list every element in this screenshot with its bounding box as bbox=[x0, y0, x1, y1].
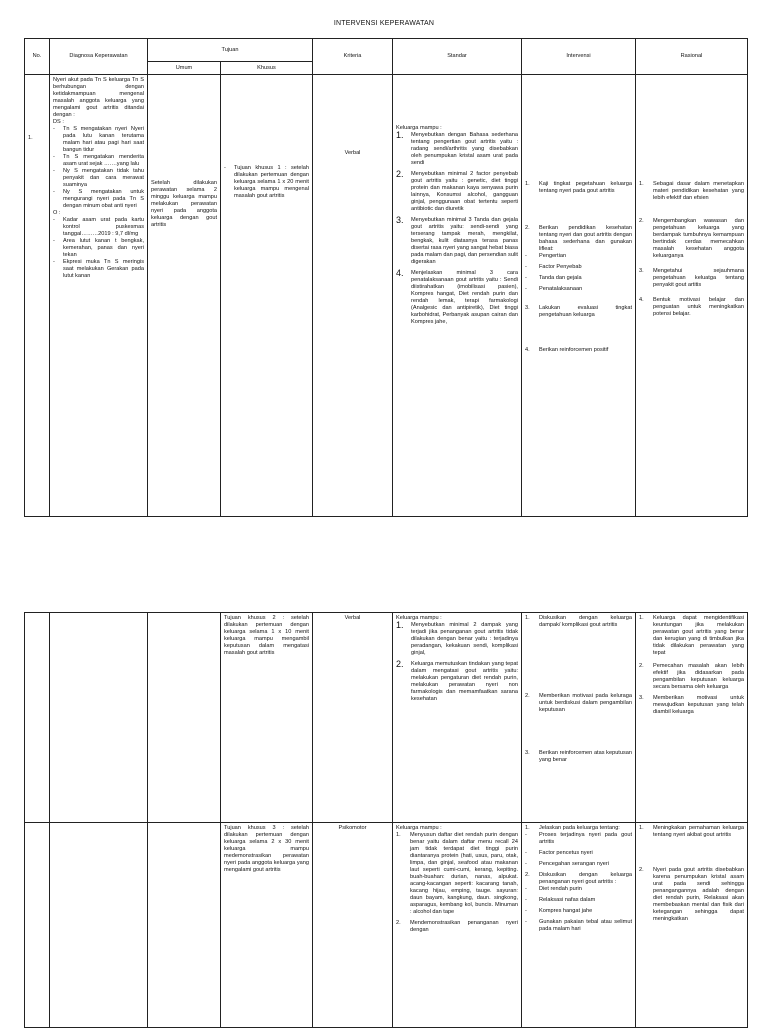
list-item: 1. Menyebutkan dengan Bahasa sederhana tentang pengertian gout artritis yaitu : radang sendi/arthritis yang disebabkan oleh penumpukan kristal asam urat pada sendi bbox=[396, 129, 518, 166]
list-item: 1. Kaji tingkat pegetahuan keluarga tentang nyeri pada gout artritis bbox=[525, 181, 632, 194]
cell-umum bbox=[148, 613, 221, 823]
cell-intervensi bbox=[522, 75, 636, 517]
intervensi-list bbox=[525, 181, 632, 354]
cell-diagnosa bbox=[50, 613, 148, 823]
list-item: - Ekpresi muka Tn S meringis saat melakukan Gerakan pada lutut kanan bbox=[53, 259, 144, 280]
page-title: INTERVENSI KEPERAWATAN bbox=[333, 20, 435, 27]
khusus-list bbox=[224, 165, 309, 200]
cell-kriteria bbox=[313, 75, 393, 517]
list-item: - Ny S mengatakan untuk mengurangi nyeri pada Tn S dengan minum obat anti nyeri bbox=[53, 189, 144, 210]
ds-label: DS : bbox=[53, 118, 64, 125]
do-label: O : bbox=[53, 209, 61, 216]
cell-intervensi bbox=[522, 613, 636, 823]
cell-umum bbox=[148, 823, 221, 1028]
list-item: - Ny S mengatakan tidak tahu penyakit dan cara merawat suaminya bbox=[53, 168, 144, 189]
do-list bbox=[53, 217, 144, 280]
table-row bbox=[25, 613, 748, 823]
cell-rasional bbox=[636, 823, 748, 1028]
tujuan-khusus-3: Tujuan khusus 3 : setelah dilakukan pertemuan dengan keluarga selama 2 x 30 menit keluarga mampu medemonstrasikan perawatan nyeri pada anggota keluarga yang mengalami gout artritis bbox=[224, 825, 309, 873]
rasional-list bbox=[639, 615, 744, 716]
tujuan-khusus-2: Tujuan khusus 2 : setelah dilakukan pertemuan dengan keluarga selama 1 x 10 menit keluarga mampu mengambil keputusan dalam mengatasi masalah gout artritis bbox=[224, 615, 309, 656]
kriteria-value: Verbal bbox=[344, 615, 361, 621]
list-item: 2. Mengembangkan wawasan dan pengetahuan keluarga yang berdampak tumbuhnya kemampuan bertindak cerdas memecahkan masalah kesehatan anggota keluarganya bbox=[639, 217, 744, 259]
list-item: 3. Lakukan evaluasi tingkat pengetahuan keluarga bbox=[525, 304, 632, 318]
list-item: 4. Menjelaskan minimal 3 cara penatalaksanaan gout artritis yaitu : Sendi diistirahatkan (imobilisasi pasien), Kompres hangat, Diet rendah purin dan rendah lemak, terapi farmakologi (Analgesic dan antipiretik), Diet tinggi karbohidrat, Perbanyak asupan cairan dan Kompres jahe, bbox=[396, 267, 518, 325]
rasional-list bbox=[639, 181, 744, 318]
list-item: 2. Menyebutkan minimal 2 factor penyebab gout artritis yaitu : genetic, diet tinggi protein dan makanan kaya senyawa purin lainnya, Konsumsi alcohol, gangguan ginjal, penggunaan obat tertentu seperti antibiotic dan diuretik bbox=[396, 168, 518, 212]
standar-intro: Keluarga mampu : bbox=[396, 615, 442, 621]
cell-kriteria bbox=[313, 823, 393, 1028]
list-item: 2. Memberikan motivasi pada keluraga untuk berdiskusi dalam pengambilan keputusan bbox=[525, 692, 632, 713]
intervensi-sublist bbox=[525, 886, 632, 933]
header-khusus: Khusus bbox=[221, 62, 313, 75]
header-tujuan: Tujuan bbox=[148, 39, 313, 62]
header-no: No. bbox=[25, 39, 50, 75]
list-item: - Kompres hangat jahe bbox=[525, 908, 632, 915]
list-item: - Relaksasi nafas dalam bbox=[525, 897, 632, 904]
intervention-table-page2 bbox=[24, 612, 748, 1028]
list-item: - Diet rendah purin bbox=[525, 886, 632, 893]
cell-khusus bbox=[221, 613, 313, 823]
cell-intervensi bbox=[522, 823, 636, 1028]
list-item: - Pengertian bbox=[525, 253, 632, 260]
list-item: - Gunakan pakaian tebal atau selimut pada malam hari bbox=[525, 919, 632, 933]
list-item: - Kadar asam urat pada kartu kontrol puskesmas tanggal………2019 : 9,7 dl/mg bbox=[53, 217, 144, 238]
list-item: - Area lutut kanan t bengkak, kemerahan, panas dan nyeri tekan bbox=[53, 238, 144, 259]
cell-standar bbox=[393, 823, 522, 1028]
intervensi-sublist bbox=[525, 253, 632, 293]
list-item: 3. Menyebutkan minimal 3 Tanda dan gejala gout artritis yaitu: sendi-sendi yang terserang tampak merah, mengkilat, bengkak, kulit diatasnya terasa panas disertai rasa nyeri yang sangat hebat biasa pada malam dan pagi, dan persendian sulit digerakan bbox=[396, 214, 518, 265]
list-item: - Tn S mengatakan nyeri Nyeri pada lutu kanan terutama malam hari atau pagi hari saat bangun tidur bbox=[53, 126, 144, 154]
cell-khusus bbox=[221, 75, 313, 517]
list-item: 4. Bentuk motivasi belajar dan penguatan untuk meningkatkan potensi belajar. bbox=[639, 296, 744, 317]
header-diagnosa: Diagnosa Keperawatan bbox=[50, 39, 148, 75]
kriteria-value: Psikomotor bbox=[338, 825, 367, 831]
cell-standar bbox=[393, 75, 522, 517]
list-item: 1. Menyebutkan minimal 2 dampak yang terjadi jika penanganan gout artritis tidak dilakukan dengan benar yaitu : terjadinya peradangan, kekakuan sendi, komplikasi ginjal, bbox=[396, 619, 518, 656]
list-item: 2. Nyeri pada gout artritis disebabkan karena penumpukan kristal asam urat pada sendi sehingga penangangannya adalah dengan diet rendah purin, Relaksasi akan membebaskan mental dan fisik dari ketegangan sehingga dapat meningkatkan bbox=[639, 866, 744, 922]
diagnosa-intro: Nyeri akut pada Tn S keluarga Tn S berhubungan dengan ketidakmampuan mengenal masalah anggota keluarga yang mengalami gout artritis ditandai dengan : bbox=[53, 77, 144, 118]
list-item: 3. Memberikan motivasi untuk mewujudkan keputusan yang telah diambil keluarga bbox=[639, 694, 744, 715]
standar-intro: Keluarga mampu : bbox=[396, 825, 442, 831]
list-item: 2. Mendemonstrasikan penanganan nyeri dengan bbox=[396, 919, 518, 933]
list-item: - Proses terjadinya nyeri pada gout artritis bbox=[525, 832, 632, 846]
list-item: 1. Menyusun daftar diet rendah purin dengan benar yaitu dalam daftar menu recall 24 jam tidak terdapat diet tinggi purin diantaranya protein (hati, usus, paru, otak, limpa, dan ginjal, seafood atau makanan laut seperti cumi-cumi, kerang, kepiting. buah-buahan: durian, nanas, alpukat. acang-kacangan seperti: kacarang tanah, kacang hijau, emping, tauge. sayuran: daun bayam, kangkung, daun. singkong, asparagus, kembang kol, buncis. Minuman : alcohol dan tape bbox=[396, 831, 518, 915]
list-item: 1. Diskusikan dengan keluarga dampak/ komplikasi gout artritis bbox=[525, 615, 632, 628]
header-rasional: Rasional bbox=[636, 39, 748, 75]
cell-rasional bbox=[636, 613, 748, 823]
list-item: - Pencegahan serangan nyeri bbox=[525, 861, 632, 868]
standar-list bbox=[396, 832, 518, 934]
list-item: 1. Keluarga dapat mengidentifikasi keuntungan jika melakukan perawatan gout artritis yang benar dan kerugian yang di timbulkan jika tidak dilakukan perawatan yang tepat bbox=[639, 615, 744, 656]
list-item: - Tn S mengatakan menderita asam urat sejak …….yang lalu bbox=[53, 154, 144, 168]
tujuan-umum: Setelah dilakukan perawatan selama 2 minggu keluarga mampu melakukan perawatan nyeri pada anggota keluarga dengan gout artritis bbox=[151, 180, 217, 228]
list-item: 1. Meningkakan pemahaman keluarga tentang nyeri akibat gout artritis bbox=[639, 825, 744, 838]
list-item: 2. Berikan pendidikan kesehatan tentang nyeri dan gout artritis dengan bahasa sederhana dan gunakan lifleat: - Pengertian - Factor Penyebab - Tanda dan gejala - Penatalaksanaan bbox=[525, 225, 632, 293]
list-item: 1. Jelaskan pada keluarga tentang: - Proses terjadinya nyeri pada gout artritis - Factor pencetus nyeri - Pencegahan serangan nyeri bbox=[525, 825, 632, 868]
cell-kriteria bbox=[313, 613, 393, 823]
table-row bbox=[25, 75, 748, 517]
list-item: 3. Mengetahui sejauhmana pengetahuan keluatga tentang penyakit gout artitis bbox=[639, 267, 744, 288]
intervensi-list bbox=[525, 615, 632, 764]
standar-intro: Keluarga mampu : bbox=[396, 125, 442, 131]
list-item: - Tanda dan gejala bbox=[525, 275, 632, 282]
tujuan-khusus-1: - Tujuan khusus 1 : setelah dilakukan pertemuan dengan keluarga selama 1 x 20 menit keluarga mampu mengenal masalah gout artritis bbox=[224, 165, 309, 200]
kriteria-value: Verbal bbox=[344, 150, 361, 156]
cell-diagnosa bbox=[50, 823, 148, 1028]
ds-list bbox=[53, 126, 144, 210]
cell-no bbox=[25, 613, 50, 823]
standar-list bbox=[396, 619, 518, 703]
row-number: 1. bbox=[28, 135, 33, 141]
list-item: 4. Berikan reinforcemen positif bbox=[525, 346, 609, 353]
list-item: 3. Berikan reinforcemen atas keputusan yang benar bbox=[525, 749, 632, 763]
intervensi-sublist bbox=[525, 832, 632, 868]
cell-rasional bbox=[636, 75, 748, 517]
list-item: - Factor Penyebab bbox=[525, 264, 632, 271]
list-item: 1. Sebagai dasar dalam menetapkan materi pendidikan kesehatan yang lebih efektif dan efsien bbox=[639, 181, 744, 201]
header-intervensi: Intervensi bbox=[522, 39, 636, 75]
cell-khusus bbox=[221, 823, 313, 1028]
table-row bbox=[25, 823, 748, 1028]
list-item: 2. Pemecahan masalah akan lebih efektif jika didasarkan pada pengambilan keputusan keluarga secara bersama oleh keluarga bbox=[639, 662, 744, 690]
list-item: 2. Diskusikan dengan keluarga penanganan nyeri gout artritis : - Diet rendah purin - Relaksasi nafas dalam - Kompres hangat jahe - Gunakan pakaian tebal atau selimut pada malam hari bbox=[525, 872, 632, 933]
list-item: 2. Keluarga memutuskan tindakan yang tepat dalam mengatasi gout artritis yaitu: melakukan pengaturan diet rendah purin, melakukan perawatan nyeri non farmakologis dan memamfaatkan sarana kesehatan bbox=[396, 658, 518, 702]
header-standar: Standar bbox=[393, 39, 522, 75]
standar-list bbox=[396, 129, 518, 326]
cell-diagnosa bbox=[50, 75, 148, 517]
cell-no bbox=[25, 75, 50, 517]
cell-standar bbox=[393, 613, 522, 823]
header-umum: Umum bbox=[148, 62, 221, 75]
list-item: - Penatalaksanaan bbox=[525, 286, 632, 293]
intervention-table-page1 bbox=[24, 38, 748, 517]
cell-no bbox=[25, 823, 50, 1028]
cell-umum bbox=[148, 75, 221, 517]
intervensi-list bbox=[525, 825, 632, 933]
header-kriteria: Kriteria bbox=[313, 39, 393, 75]
list-item: - Factor pencetus nyeri bbox=[525, 850, 632, 857]
rasional-list bbox=[639, 825, 744, 923]
